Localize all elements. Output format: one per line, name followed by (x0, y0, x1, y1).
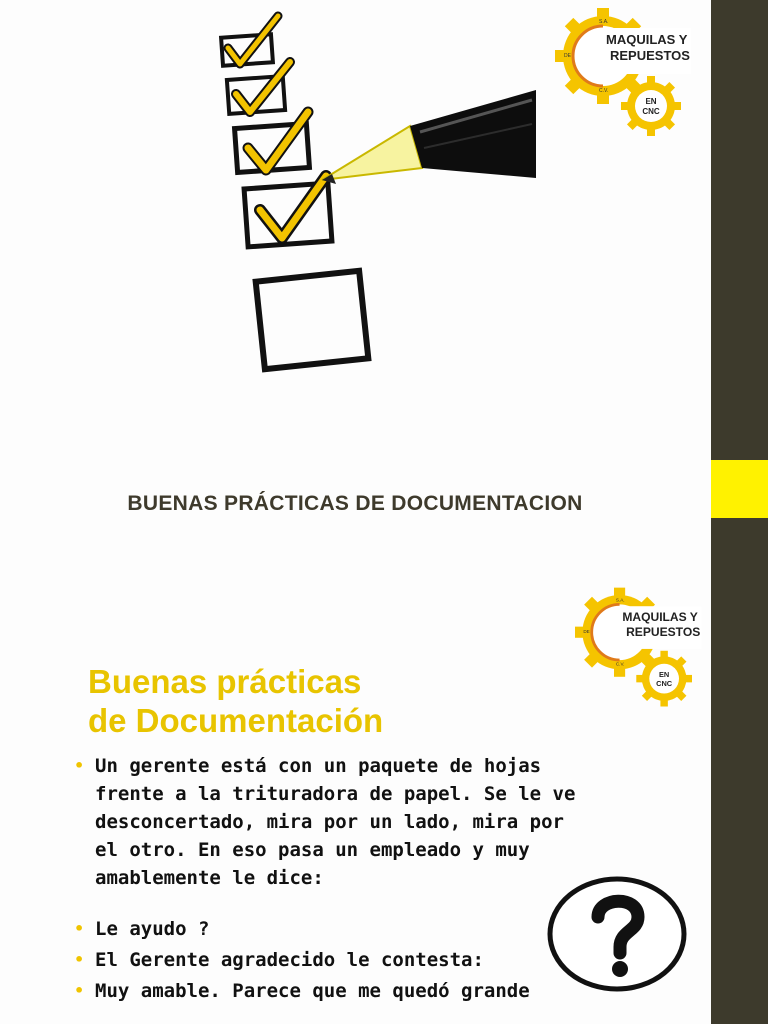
logo-small-de: DE (583, 629, 590, 635)
bullet-text-line: desconcertado, mira por un lado, mira por (95, 811, 564, 833)
logo-badge-cnc: CNC (642, 107, 660, 116)
gear-logo-icon (575, 586, 705, 710)
bullet-dot-icon: • (74, 950, 85, 969)
logo-small-cv: C.V. (615, 661, 625, 667)
bullet-text-line: amablemente le dice: (95, 867, 324, 889)
logo-line2: REPUESTOS (610, 48, 690, 63)
section-heading-line1: Buenas prácticas (88, 663, 362, 700)
logo-line1: MAQUILAS Y (622, 610, 698, 625)
logo-badge-en: EN (658, 669, 670, 679)
checklist-pencil-icon (210, 8, 540, 373)
bullet-dot-icon: • (74, 981, 85, 1000)
question-mark-icon (546, 875, 688, 993)
bullet-text: Le ayudo ? (95, 918, 210, 940)
side-accent-block (711, 460, 768, 518)
bullet-dot-icon: • (74, 919, 85, 938)
logo-small-de: DE (564, 53, 571, 59)
bullet-text-line: el otro. En eso pasa un empleado y muy (95, 839, 530, 861)
logo-small-cv: C.V. (599, 88, 609, 94)
section-heading (88, 662, 508, 740)
slide-title: BUENAS PRÁCTICAS DE DOCUMENTACION (127, 492, 583, 515)
logo-badge-en: EN (645, 97, 657, 106)
section-heading-line2: de Documentación (88, 702, 384, 739)
logo-line2: REPUESTOS (626, 624, 701, 639)
bullet-dot-icon: • (74, 756, 85, 775)
logo-line1: MAQUILAS Y (606, 32, 688, 47)
logo-small-sa: S.A. (599, 19, 609, 25)
bullet-text: Muy amable. Parece que me quedó grande (95, 980, 530, 1002)
logo-badge-cnc: CNC (656, 679, 673, 689)
bullet-item (74, 752, 654, 892)
bullet-text-line: frente a la trituradora de papel. Se le ve (95, 783, 576, 805)
logo-small-sa: S.A. (615, 597, 625, 603)
gear-logo-icon (555, 8, 695, 138)
bullet-text-line: Un gerente está con un paquete de hojas (95, 755, 542, 777)
bullet-text: El Gerente agradecido le contesta: (95, 949, 484, 971)
